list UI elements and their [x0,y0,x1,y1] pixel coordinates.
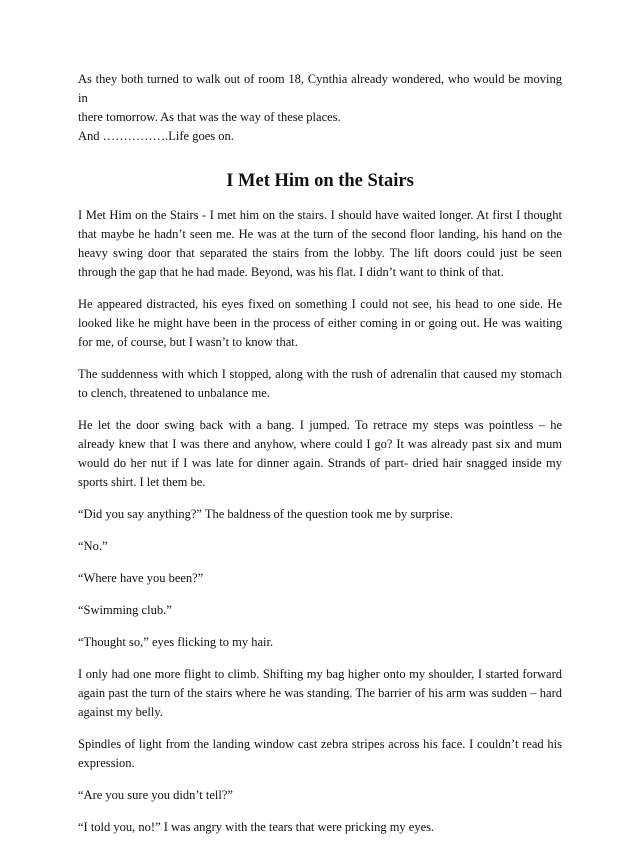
intro-line: And …………….Life goes on. [78,129,234,143]
dialogue-line: “Did you say anything?” The baldness of the question took me by surprise. [78,507,454,521]
dialogue-line: “Thought so,” eyes flicking to my hair. [78,635,274,649]
body-paragraph: The suddenness with which I stopped, along with the rush of adrenalin that caused my stomach to clench, threatened to unbalance me. [78,367,562,400]
story-title: I Met Him on the Stairs [226,171,414,191]
dialogue-line: “Swimming club.” [78,603,172,617]
body-paragraph: He let the door swing back with a bang. I jumped. To retrace my steps was pointless – he already knew that I was there and anyhow, where could I go? It was already past six and mum would do her nut if I was late for dinner again. Strands of part- dried hair snagged inside my sports shirt. I let them be. [78,418,562,489]
page-content [78,70,562,850]
body-paragraph: Spindles of light from the landing window cast zebra stripes across his face. I couldn’t read his expression. [78,737,562,770]
dialogue-line: “Are you sure you didn’t tell?” [78,788,233,802]
body-paragraph: I only had one more flight to climb. Shifting my bag higher onto my shoulder, I started forward again past the turn of the stairs where he was standing. The barrier of his arm was sudden – hard against my belly. [78,667,562,719]
dialogue-line: “No.” [78,539,108,553]
body-paragraph: I Met Him on the Stairs - I met him on the stairs. I should have waited longer. At first I thought that maybe he hadn’t seen me. He was at the turn of the second floor landing, his hand on the heavy swing door that separated the stairs from the lobby. The lift doors could just be seen through the gap that he had made. Beyond, was his flat. I didn’t want to think of that. [78,208,562,279]
dialogue-line: “I told you, no!” I was angry with the tears that were pricking my eyes. [78,820,435,834]
intro-paragraph [78,70,562,146]
dialogue-line: “Where have you been?” [78,571,204,585]
intro-line: As they both turned to walk out of room 18, Cynthia already wondered, who would be moving in [78,72,562,105]
intro-line: there tomorrow. As that was the way of these places. [78,110,341,124]
body-paragraph: He appeared distracted, his eyes fixed on something I could not see, his head to one side. He looked like he might have been in the process of either coming in or going out. He was waiting for me, of course, but I wasn’t to know that. [78,297,562,349]
